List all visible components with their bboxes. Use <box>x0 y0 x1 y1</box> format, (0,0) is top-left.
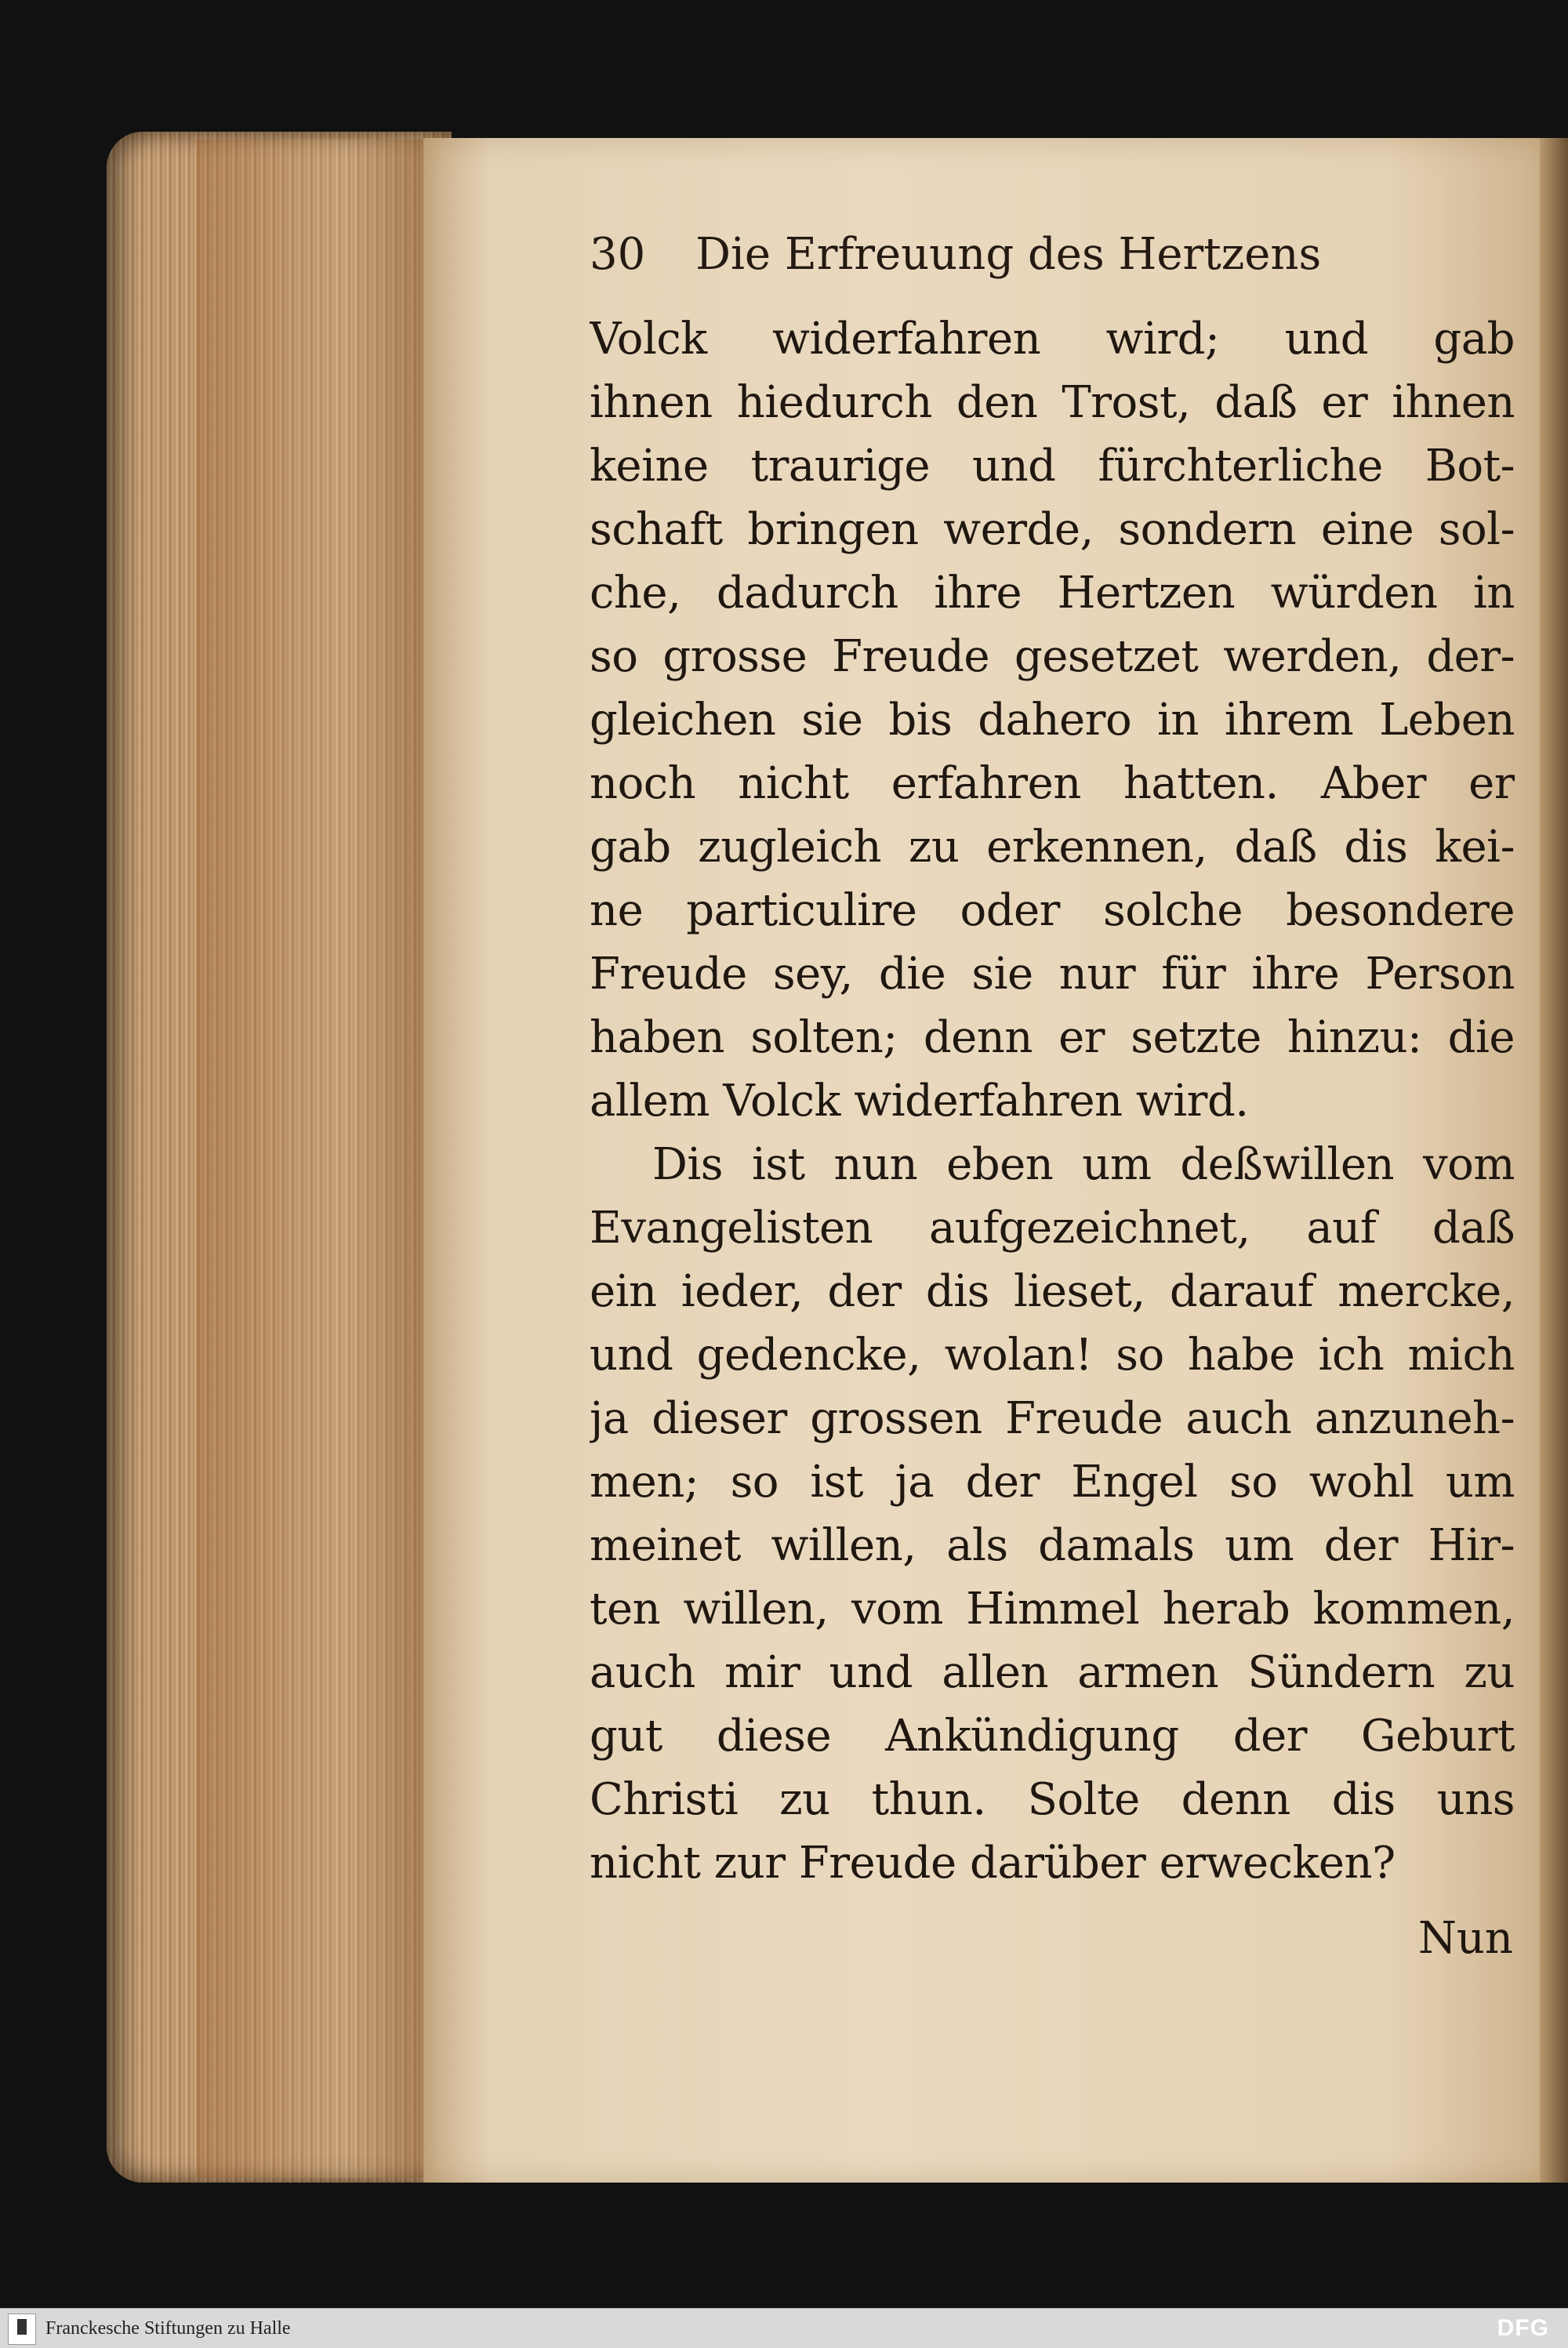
institution-logo-icon <box>8 2314 36 2345</box>
footer-bar <box>0 2308 1568 2348</box>
text-line: Christi zu thun. Solte denn dis uns <box>590 1774 1515 1825</box>
text-line: Dis ist nun eben um deßwillen vom <box>652 1139 1515 1190</box>
text-line: gleichen sie bis dahero in ihrem Leben <box>590 695 1515 746</box>
text-line: meinet willen, als damals um der Hir- <box>590 1520 1515 1571</box>
page-number: 30 <box>590 229 646 280</box>
text-line: ne particulire oder solche besondere <box>590 885 1515 936</box>
text-line: gab zugleich zu erkennen, daß dis kei- <box>590 822 1515 873</box>
text-line: keine traurige und fürchterliche Bot- <box>590 441 1515 492</box>
running-head <box>590 229 1530 292</box>
text-line: ten willen, vom Himmel herab kommen, <box>590 1584 1515 1635</box>
text-line: und gedencke, wolan! so habe ich mich <box>590 1330 1515 1381</box>
text-line: noch nicht erfahren hatten. Aber er <box>590 758 1515 809</box>
text-line: haben solten; denn er setzte hinzu: die <box>590 1012 1515 1063</box>
text-line: Freude sey, die sie nur für ihre Person <box>590 949 1515 1000</box>
institution-name: Franckesche Stiftungen zu Halle <box>45 2318 291 2339</box>
catchword: Nun <box>1417 1913 1513 1964</box>
book-page-edges-shading <box>196 140 447 2178</box>
text-line: auch mir und allen armen Sündern zu <box>590 1647 1515 1698</box>
text-line: ja dieser grossen Freude auch anzuneh- <box>590 1393 1515 1444</box>
text-line: gut diese Ankündigung der Geburt <box>590 1711 1515 1762</box>
text-line: allem Volck widerfahren wird. <box>590 1076 1249 1127</box>
book-gutter <box>1540 138 1568 2183</box>
text-line: ein ieder, der dis lieset, darauf mercke, <box>590 1266 1515 1317</box>
text-line: ihnen hiedurch den Trost, daß er ihnen <box>590 377 1515 428</box>
text-line: schaft bringen werde, sondern eine sol- <box>590 504 1515 555</box>
running-title: Die Erfreuung des Hertzens <box>695 229 1322 280</box>
text-line: Volck widerfahren wird; und gab <box>590 314 1515 365</box>
text-line: che, dadurch ihre Hertzen würden in <box>590 568 1515 619</box>
text-line: so grosse Freude gesetzet werden, der- <box>590 631 1515 682</box>
body-text <box>590 307 1515 1895</box>
text-line: nicht zur Freude darüber erwecken? <box>590 1838 1396 1889</box>
dfg-logo: DFG <box>1497 2315 1549 2341</box>
text-line: Evangelisten aufgezeichnet, auf daß <box>590 1203 1515 1254</box>
text-line: men; so ist ja der Engel so wohl um <box>590 1457 1515 1508</box>
